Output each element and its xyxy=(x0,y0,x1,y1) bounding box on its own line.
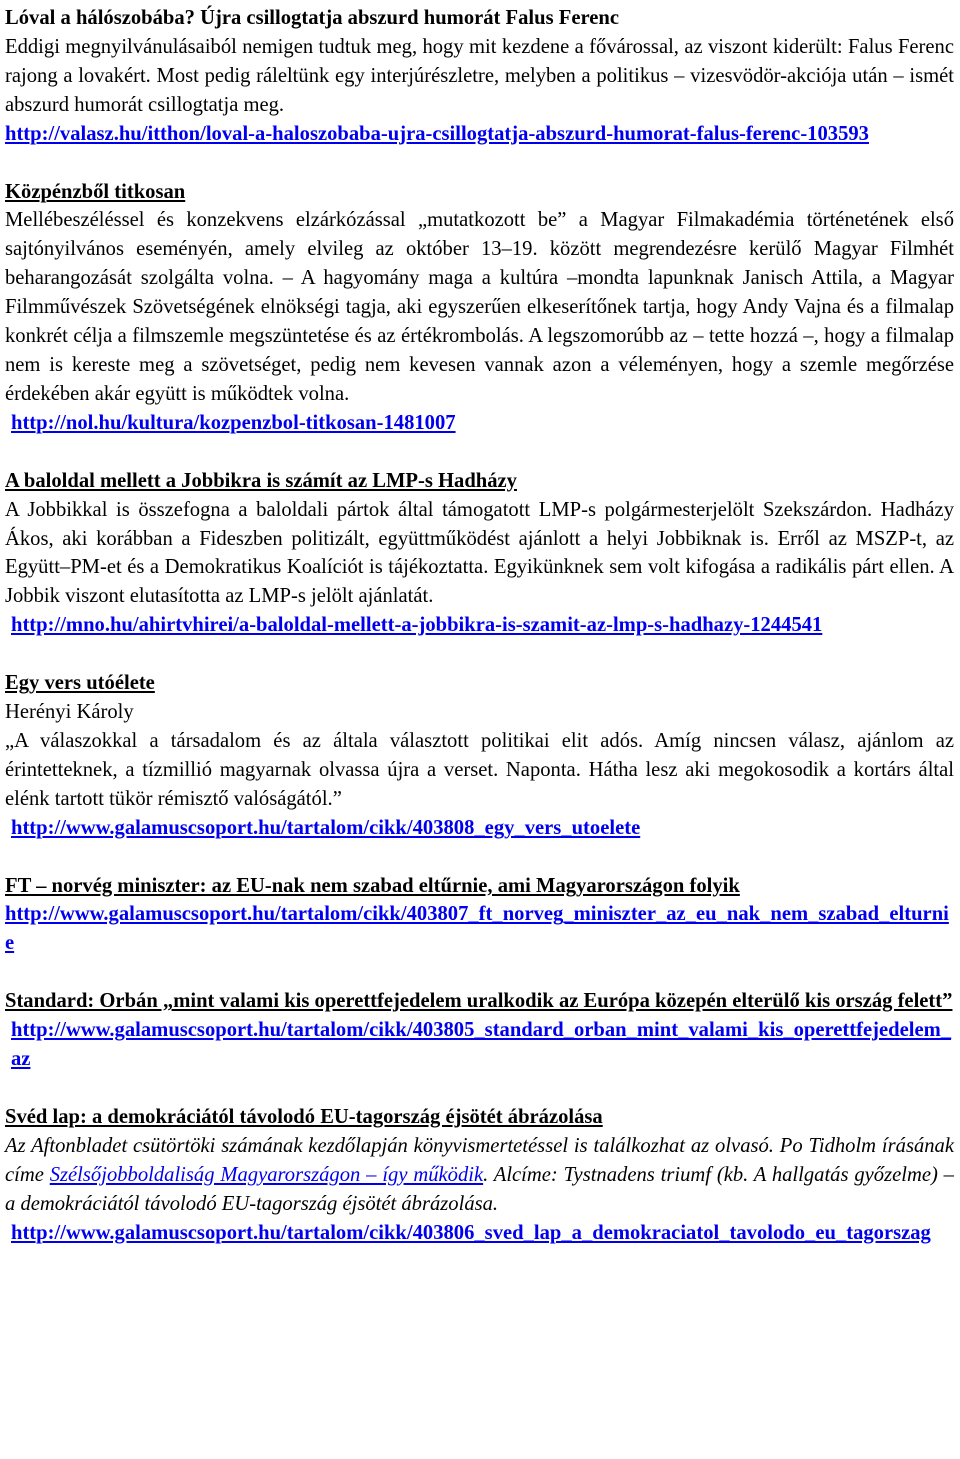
article-link[interactable]: http://mno.hu/ahirtvhirei/a-baloldal-mellett-a-jobbikra-is-szamit-az-lmp-s-hadhazy-1244541 xyxy=(11,614,823,637)
article-title: Egy vers utóélete xyxy=(5,672,155,695)
article-title: Lóval a hálószobába? Újra csillogtatja abszurd humorát Falus Ferenc xyxy=(5,7,619,29)
article-baloldal xyxy=(5,467,954,640)
article-title: FT – norvég miniszter: az EU-nak nem szabad eltűrnie, ami Magyarországon folyik xyxy=(5,874,740,897)
inline-article-link[interactable]: Szélsőjobboldaliság Magyarországon – így működik xyxy=(49,1163,484,1186)
article-title: Standard: Orbán „mint valami kis operettfejedelem uralkodik az Európa közepén elterülő kis ország felett” xyxy=(5,990,953,1013)
article-title: Közpénzből titkosan xyxy=(5,180,186,203)
article-link[interactable]: http://valasz.hu/itthon/loval-a-haloszobaba-ujra-csillogtatja-abszurd-humorat-falus-ferenc-103593 xyxy=(5,122,869,145)
article-body-after: . Alcíme: Tystnadens triumf (kb. A hallgatás győzelme) – a demokráciától távolodó EU-tagország éjsötét ábrázolása. xyxy=(5,1163,954,1215)
article-sved xyxy=(5,1103,954,1248)
article-kozpenz xyxy=(5,178,954,438)
article-link[interactable]: http://www.galamuscsoport.hu/tartalom/cikk/403807_ft_norveg_miniszter_az_eu_nak_nem_szabad_elturnie xyxy=(5,903,949,955)
article-link[interactable]: http://nol.hu/kultura/kozpenzbol-titkosan-1481007 xyxy=(11,411,456,434)
article-link[interactable]: http://www.galamuscsoport.hu/tartalom/cikk/403806_sved_lap_a_demokraciatol_tavolodo_eu_tagorszag xyxy=(11,1221,931,1244)
article-author: Herényi Károly xyxy=(5,701,134,724)
article-utoelete xyxy=(5,669,954,842)
article-link[interactable]: http://www.galamuscsoport.hu/tartalom/cikk/403808_egy_vers_utoelete xyxy=(11,816,641,839)
article-body: Eddigi megnyilvánulásaiból nemigen tudtuk meg, hogy mit kezdene a fővárossal, az viszont kiderült: Falus Ferenc rajong a lovakért. Most pedig ráleltünk egy interjúrészletre, melyben a politikus – vizesvödör-akciója után – ismét abszurd humorát csillogtatja meg. xyxy=(5,35,954,116)
article-loval xyxy=(5,4,954,149)
article-link[interactable]: http://www.galamuscsoport.hu/tartalom/cikk/403805_standard_orban_mint_valami_kis_operettfejedelem_az xyxy=(11,1019,952,1071)
article-title: Svéd lap: a demokráciától távolodó EU-tagország éjsötét ábrázolása xyxy=(5,1106,603,1128)
article-body-before: Az Aftonbladet csütörtöki számának kezdőlapján könyvismertetéssel is találkozhat az olvasó. Po Tidholm írásának címe xyxy=(5,1134,954,1186)
article-body: „A válaszokkal a társadalom és az általa választott politikai elit adós. Amíg nincsen válasz, ajánlom az érintetteknek, a tízmillió magyarnak olvassa újra a verset. Naponta. Hátha lesz aki megokosodik a kortárs által elénk tartott tükör rémisztő valóságától.” xyxy=(5,729,954,810)
article-ft-norveg xyxy=(5,872,954,959)
article-body xyxy=(5,1132,954,1219)
article-body: A Jobbikkal is összefogna a baloldali pártok által támogatott LMP-s polgármesterjelölt Szekszárdon. Hadházy Ákos, aki korábban a Fideszben politizált, együttműködést ajánlott a helyi Jobbiknak is. Erről az MSZP-t, az Együtt–PM-et és a Demokratikus Koalíciót is tájékoztatta. Egyikünknek sem volt kifogása a radikális párt ellen. A Jobbik viszont elutasította az LMP-s jelölt ajánlatát. xyxy=(5,498,954,608)
article-title: A baloldal mellett a Jobbikra is számít az LMP-s Hadházy xyxy=(5,469,517,492)
article-standard xyxy=(5,987,954,1074)
article-body: Mellébeszéléssel és konzekvens elzárkózással „mutatkozott be” a Magyar Filmakadémia történetének első sajtónyilvános eseményén, amely elvileg az október 13–19. között megrendezésre kerülő Magyar Filmhét beharangozását szolgálta volna. – A hagyomány maga a kultúra –mondta lapunknak Janisch Attila, a Magyar Filmművészek Szövetségének elnökségi tagja, aki egyszerűen elkeserítőnek tartja, hogy Andy Vajna és a filmalap konkrét célja a filmszemle megszüntetése és az értékrombolás. A legszomorúbb az – tette hozzá –, hogy a filmalap nem is kereste meg a szövetséget, pedig nem kevesen vannak azon a véleményen, hogy a szemle megőrzése érdekében akár együtt is működtek volna. xyxy=(5,209,954,405)
